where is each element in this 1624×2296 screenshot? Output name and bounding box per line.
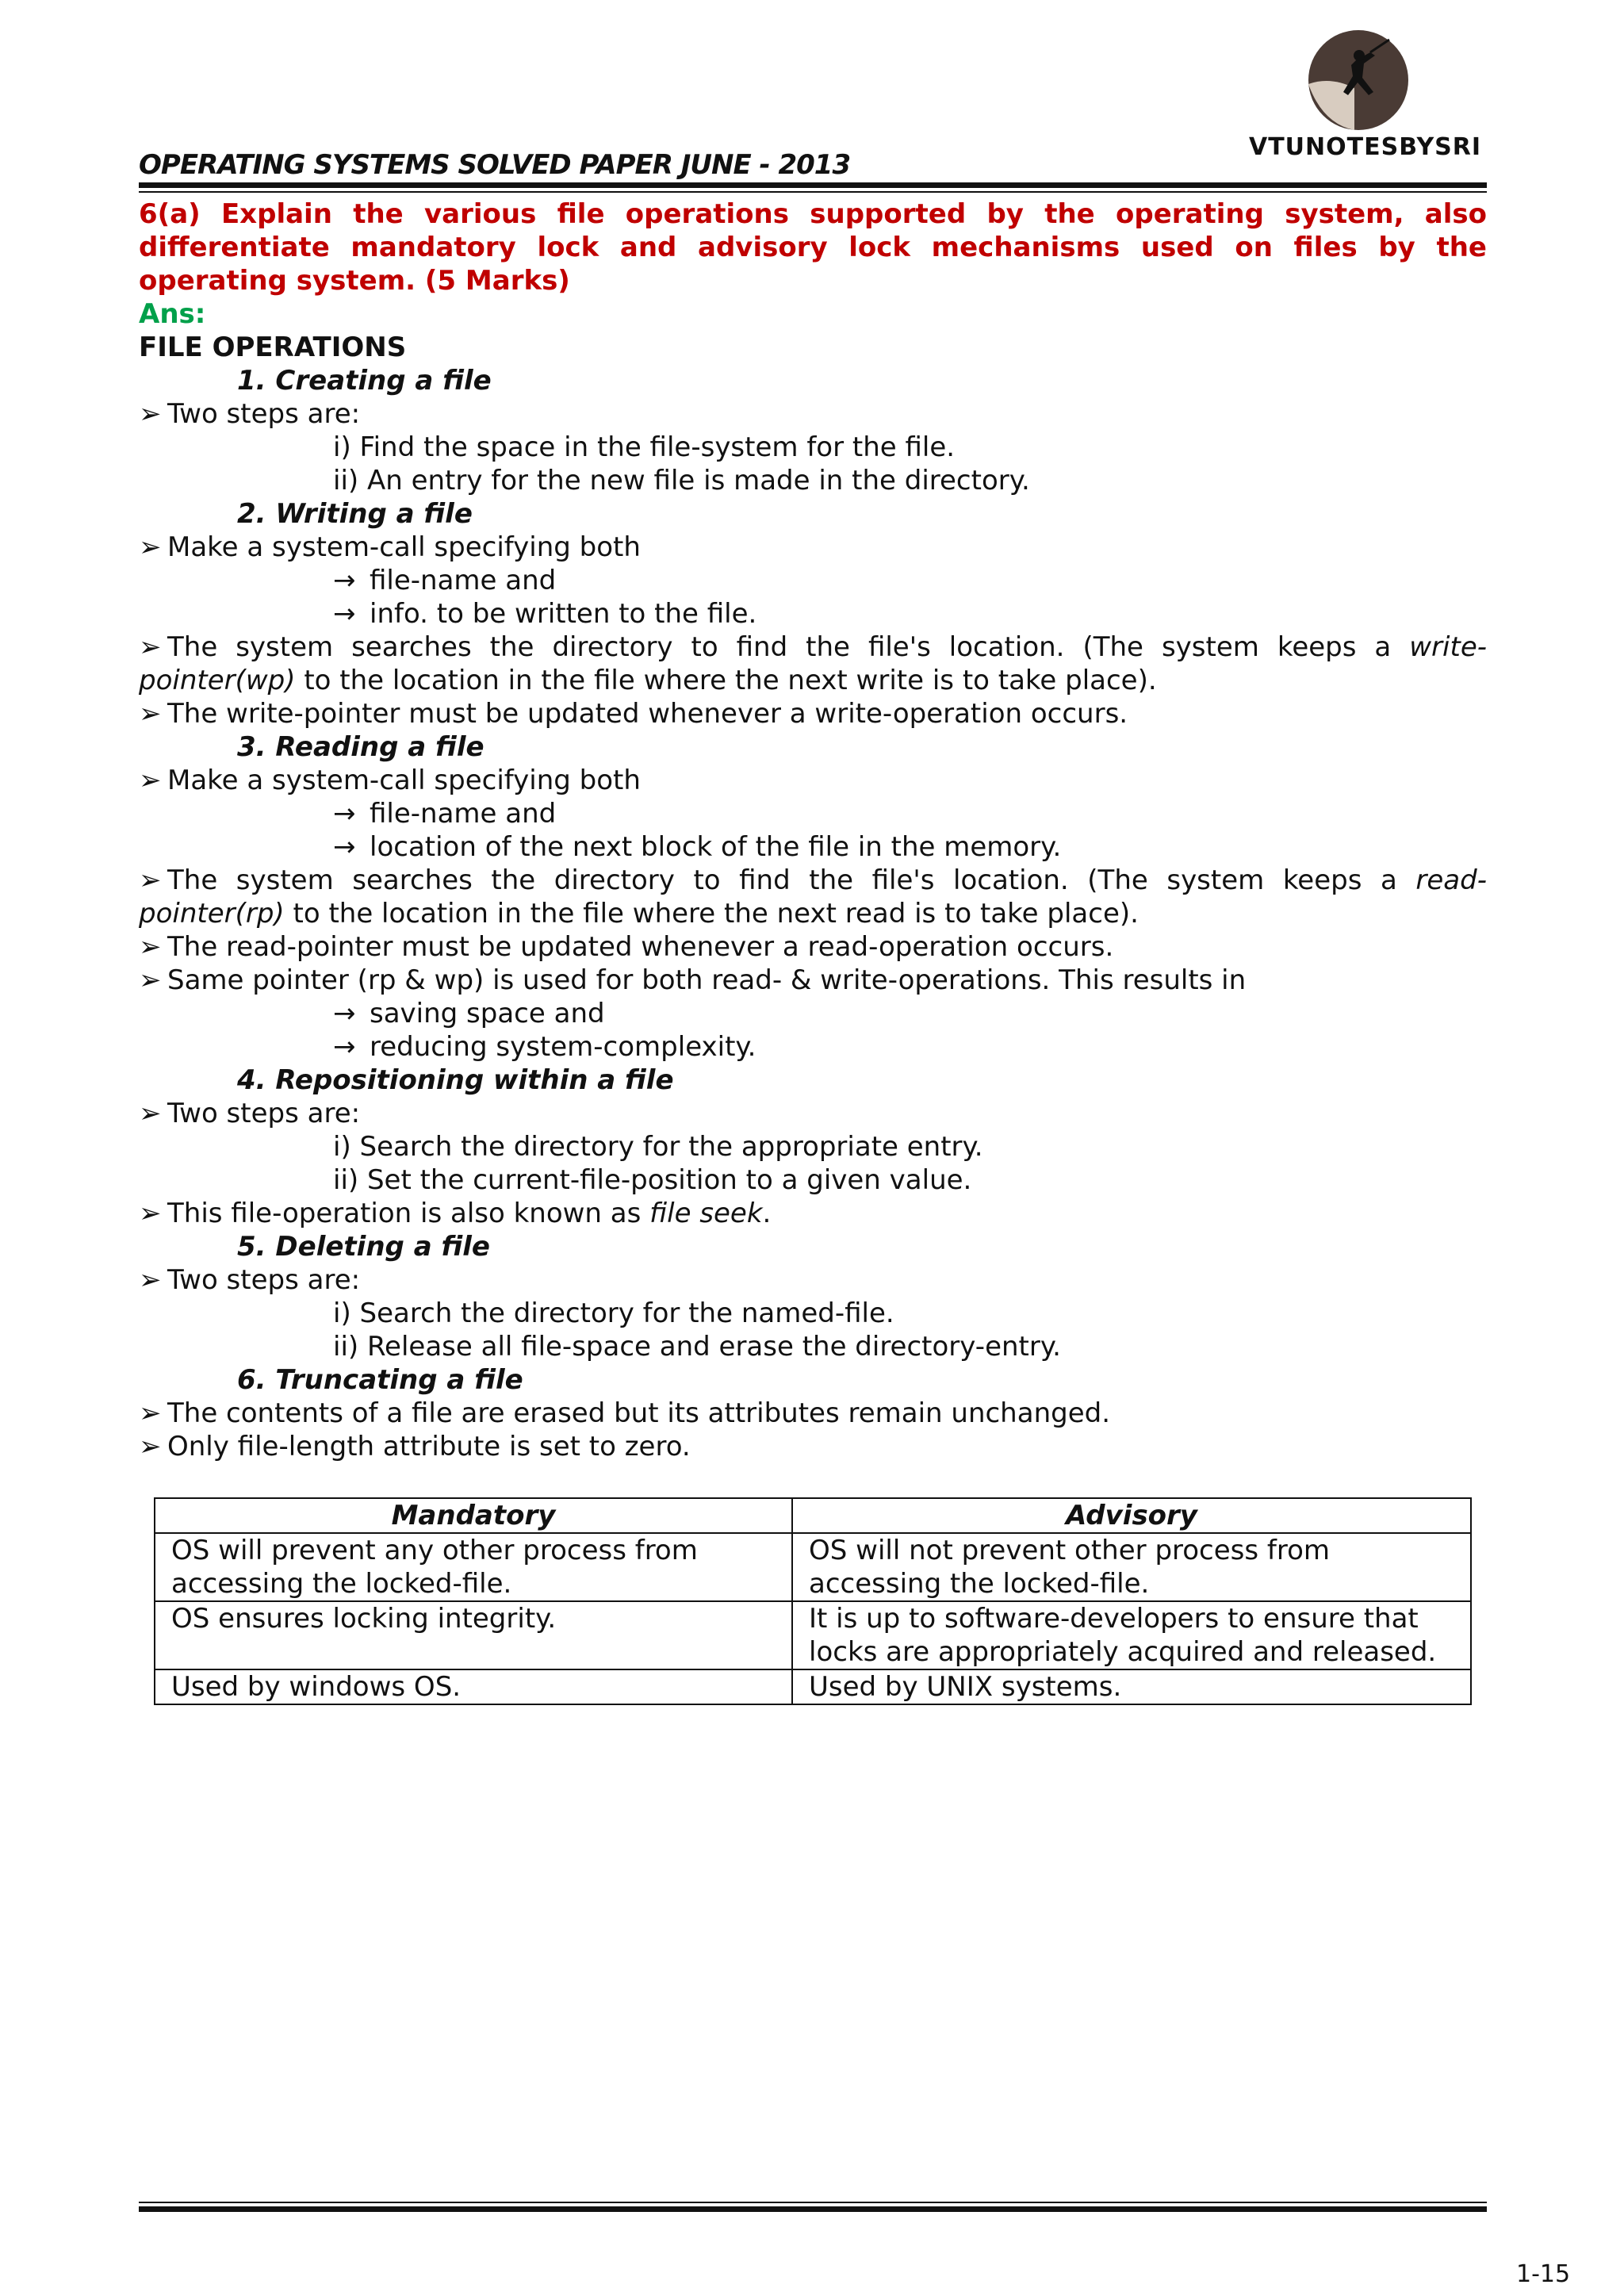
table-cell: OS ensures locking integrity.	[155, 1601, 792, 1669]
table-header-row	[155, 1498, 1471, 1533]
right-arrow-icon: →	[333, 831, 356, 863]
brand-name: VTUNOTESBYSRI	[1249, 133, 1482, 161]
bullet-item: ➢ Only file-length attribute is set to zero.	[139, 1431, 691, 1462]
climber-logo-icon	[1307, 29, 1410, 132]
arrow-item: → location of the next block of the file in the memory.	[333, 831, 1062, 863]
footer-rule-thick	[139, 2206, 1487, 2212]
step-item: ii) Release all file-space and erase the directory-entry.	[333, 1331, 1061, 1363]
right-arrow-icon: →	[333, 998, 356, 1029]
op-heading-repositioning: 4. Repositioning within a file	[237, 1064, 674, 1096]
bullet-item: ➢ Same pointer (rp & wp) is used for both read- & write-operations. This results in	[139, 964, 1247, 996]
step-item: ii) An entry for the new file is made in the directory.	[333, 465, 1030, 496]
step-item: ii) Set the current-file-position to a given value.	[333, 1164, 972, 1196]
document-header-title: OPERATING SYSTEMS SOLVED PAPER JUNE - 2013	[139, 149, 851, 181]
bullet-item: ➢ Make a system-call specifying both	[139, 531, 641, 563]
bullet-arrow-icon: ➢	[139, 1198, 162, 1229]
bullet-item: ➢ Two steps are:	[139, 1098, 361, 1129]
table-row	[155, 1601, 1471, 1669]
bullet-item: ➢ The write-pointer must be updated whenever a write-operation occurs.	[139, 698, 1128, 730]
table-cell: Used by UNIX systems.	[792, 1669, 1471, 1704]
table-cell: Used by windows OS.	[155, 1669, 792, 1704]
right-arrow-icon: →	[333, 1031, 356, 1063]
step-item: i) Find the space in the file-system for the file.	[333, 431, 956, 463]
op-heading-truncating: 6. Truncating a file	[237, 1364, 523, 1396]
arrow-item: → info. to be written to the file.	[333, 598, 757, 630]
right-arrow-icon: →	[333, 565, 356, 596]
bullet-item: ➢ This file-operation is also known as file seek.	[139, 1198, 772, 1229]
bullet-arrow-icon: ➢	[139, 531, 162, 563]
right-arrow-icon: →	[333, 598, 356, 630]
arrow-item: → file-name and	[333, 565, 557, 596]
table-row	[155, 1669, 1471, 1704]
answer-label: Ans:	[139, 298, 206, 330]
arrow-item: → saving space and	[333, 998, 605, 1029]
op-heading-creating: 1. Creating a file	[237, 365, 492, 397]
bullet-continuation: pointer(wp) to the location in the file where the next write is to take place).	[139, 665, 1157, 696]
right-arrow-icon: →	[333, 798, 356, 830]
header-rule-thick	[139, 182, 1487, 188]
bullet-arrow-icon: ➢	[139, 1431, 162, 1462]
bullet-arrow-icon: ➢	[139, 1264, 162, 1296]
table-cell: OS will not prevent other process from accessing the locked-file.	[792, 1533, 1471, 1601]
bullet-item: ➢ Two steps are:	[139, 398, 361, 430]
bullet-item: ➢ Make a system-call specifying both	[139, 765, 641, 796]
bullet-item: ➢ Two steps are:	[139, 1264, 361, 1296]
bullet-arrow-icon: ➢	[139, 931, 162, 963]
question-line: operating system. (5 Marks)	[139, 265, 570, 297]
bullet-arrow-icon: ➢	[139, 1098, 162, 1129]
column-header-mandatory: Mandatory	[155, 1498, 792, 1533]
table-cell: OS will prevent any other process from accessing the locked-file.	[155, 1533, 792, 1601]
bullet-item: ➢ The read-pointer must be updated whenever a read-operation occurs.	[139, 931, 1114, 963]
bullet-arrow-icon: ➢	[139, 698, 162, 730]
bullet-arrow-icon: ➢	[139, 765, 162, 796]
table-row	[155, 1533, 1471, 1601]
question-line: differentiate mandatory lock and advisory lock mechanisms used on files by the	[139, 232, 1487, 263]
bullet-arrow-icon: ➢	[139, 631, 162, 663]
bullet-arrow-icon: ➢	[139, 1397, 162, 1429]
op-heading-reading: 3. Reading a file	[237, 731, 485, 763]
step-item: i) Search the directory for the named-file.	[333, 1297, 894, 1329]
bullet-item: ➢ The contents of a file are erased but its attributes remain unchanged.	[139, 1397, 1111, 1429]
table-cell: It is up to software-developers to ensure that locks are appropriately acquired and released.	[792, 1601, 1471, 1669]
arrow-item: → file-name and	[333, 798, 557, 830]
bullet-continuation: pointer(rp) to the location in the file where the next read is to take place).	[139, 898, 1139, 930]
section-title: FILE OPERATIONS	[139, 332, 407, 363]
footer-rule-thin	[139, 2202, 1487, 2203]
op-heading-deleting: 5. Deleting a file	[237, 1231, 490, 1263]
column-header-advisory: Advisory	[792, 1498, 1471, 1533]
bullet-item: ➢ The system searches the directory to find the file's location. (The system keeps a write-	[139, 631, 1487, 663]
bullet-item: ➢ The system searches the directory to find the file's location. (The system keeps a read-	[139, 864, 1487, 896]
bullet-arrow-icon: ➢	[139, 964, 162, 996]
op-heading-writing: 2. Writing a file	[237, 498, 473, 530]
page-content	[139, 197, 1487, 1463]
bullet-arrow-icon: ➢	[139, 398, 162, 430]
page-number: 1-15	[1516, 2260, 1571, 2288]
question-line: 6(a) Explain the various file operations supported by the operating system, also	[139, 198, 1487, 230]
header-rule-thin	[139, 191, 1487, 193]
lock-comparison-table	[154, 1497, 1472, 1705]
bullet-arrow-icon: ➢	[139, 864, 162, 896]
step-item: i) Search the directory for the appropriate entry.	[333, 1131, 983, 1163]
arrow-item: → reducing system-complexity.	[333, 1031, 756, 1063]
